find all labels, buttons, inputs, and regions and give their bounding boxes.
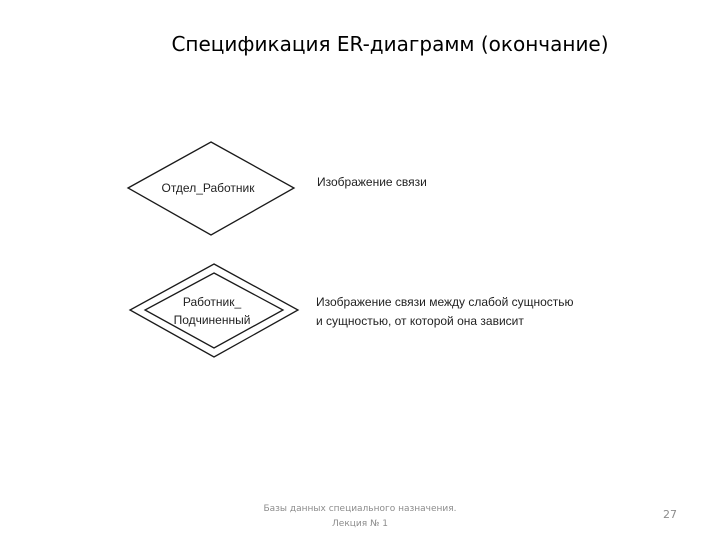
footer-lecture-number: Лекция № 1 xyxy=(332,519,388,529)
relationship-description: Изображение связи xyxy=(317,175,427,189)
weak-relationship-outer-diamond xyxy=(130,264,298,357)
relationship-label: Отдел_Работник xyxy=(161,181,255,195)
weak-relationship-description-line1: Изображение связи между слабой сущностью xyxy=(316,295,574,309)
slide-title: Спецификация ER-диаграмм (окончание) xyxy=(171,32,609,56)
weak-relationship-description-line2: и сущностью, от которой она зависит xyxy=(316,314,524,328)
weak-relationship-label-line2: Подчиненный xyxy=(173,313,251,327)
weak-relationship-label-line1: Работник_ xyxy=(182,295,242,309)
footer-course-title: Базы данных специального назначения. xyxy=(263,504,457,514)
weak-relationship-inner-diamond xyxy=(145,273,283,348)
weak-relationship-symbol xyxy=(130,264,298,357)
slide-footer xyxy=(230,502,490,532)
relationship-symbol xyxy=(128,142,294,235)
page-number: 27 xyxy=(663,508,677,521)
